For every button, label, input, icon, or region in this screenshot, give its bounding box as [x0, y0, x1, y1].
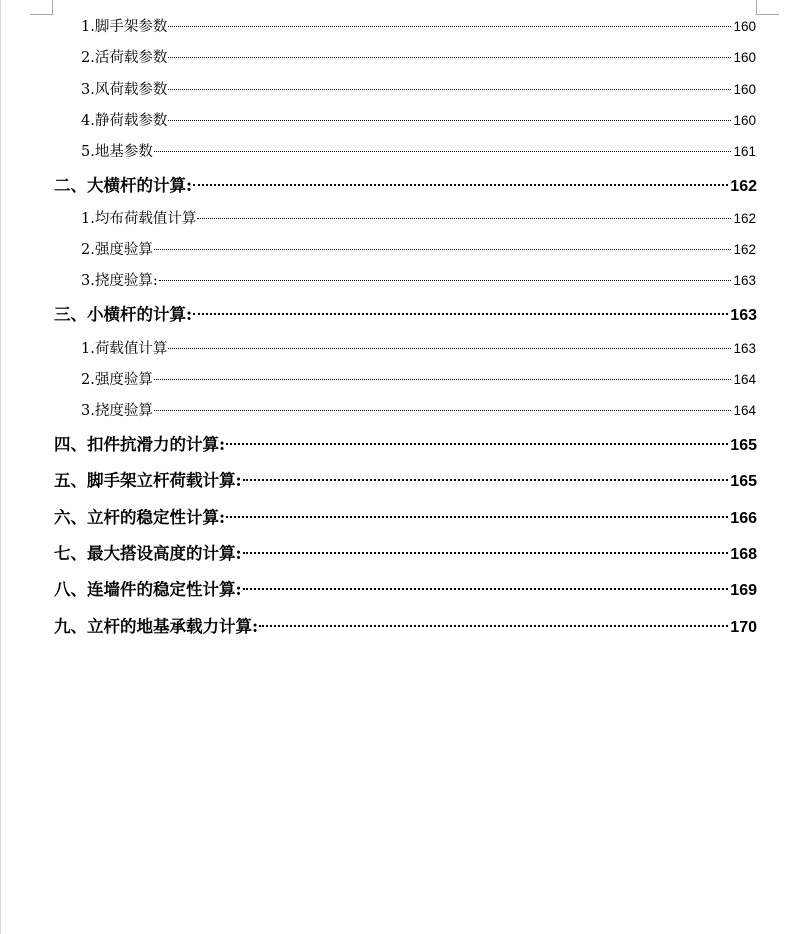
toc-page-number: 160 [733, 113, 756, 128]
toc-page-number: 161 [733, 144, 756, 159]
toc-entry-label: 1.荷载值计算 [81, 341, 168, 357]
toc-section-max-height[interactable] [54, 540, 757, 562]
toc-entry-label: 3.挠度验算 [81, 403, 153, 419]
dot-leader [243, 588, 729, 590]
dot-leader [193, 313, 728, 315]
toc-page-number: 163 [730, 307, 757, 324]
dot-leader [159, 280, 732, 281]
toc-page-number: 162 [733, 211, 756, 226]
toc-entry-label: 5.地基参数 [81, 144, 153, 160]
toc-entry-live-load-params[interactable] [81, 46, 756, 66]
toc-entry-label: 三、小横杆的计算: [54, 305, 193, 324]
dot-leader [226, 516, 728, 518]
dot-leader [168, 348, 731, 349]
crop-mark-top-right [756, 0, 779, 15]
toc-page-number: 166 [730, 510, 757, 527]
dot-leader [243, 552, 729, 554]
toc-entry-label: 2.活荷载参数 [81, 50, 168, 66]
toc-entry-deflection-check[interactable] [81, 399, 756, 419]
toc-entry-label: 四、扣件抗滑力的计算: [54, 435, 226, 454]
toc-page-number: 168 [730, 546, 757, 563]
toc-entry-deflection-check[interactable] [81, 269, 756, 289]
toc-entry-label: 2.强度验算 [81, 242, 153, 258]
dot-leader [154, 249, 732, 250]
dot-leader [193, 184, 728, 186]
toc-entry-strength-check[interactable] [81, 238, 756, 258]
toc-entry-load-value[interactable] [81, 337, 756, 357]
toc-page-number: 160 [733, 19, 756, 34]
toc-page-number: 160 [733, 50, 756, 65]
toc-entry-static-load-params[interactable] [81, 109, 756, 129]
toc-entry-label: 2.强度验算 [81, 372, 153, 388]
dot-leader [226, 443, 728, 445]
toc-entry-label: 二、大横杆的计算: [54, 176, 193, 195]
toc-section-fastener-slip[interactable] [54, 431, 757, 453]
toc-page-number: 162 [733, 242, 756, 257]
toc-section-pole-load[interactable] [54, 467, 757, 489]
page-edge [0, 0, 1, 934]
toc-entry-label: 六、立杆的稳定性计算: [54, 508, 226, 527]
toc-section-wall-tie-stability[interactable] [54, 576, 757, 598]
toc-entry-foundation-params[interactable] [81, 140, 756, 160]
toc-entry-label: 3.风荷载参数 [81, 82, 168, 98]
dot-leader [154, 410, 732, 411]
dot-leader [168, 26, 731, 27]
dot-leader [168, 57, 731, 58]
dot-leader [154, 379, 732, 380]
toc-page-number: 169 [730, 582, 757, 599]
toc-section-foundation-bearing[interactable] [54, 613, 757, 635]
toc-entry-label: 九、立杆的地基承载力计算: [54, 617, 259, 636]
toc-entry-wind-load-params[interactable] [81, 78, 756, 98]
toc-entry-uniform-load[interactable] [81, 207, 756, 227]
toc-section-large-crossbar[interactable] [54, 172, 757, 194]
dot-leader [197, 218, 731, 219]
crop-mark-top-left [30, 0, 53, 15]
toc-entry-label: 3.挠度验算: [81, 273, 158, 289]
toc-entry-label: 五、脚手架立杆荷载计算: [54, 471, 242, 490]
dot-leader [259, 625, 728, 627]
toc-page-number: 160 [733, 82, 756, 97]
toc-entry-label: 七、最大搭设高度的计算: [54, 544, 242, 563]
dot-leader [168, 89, 731, 90]
toc-section-pole-stability[interactable] [54, 504, 757, 526]
toc-entry-label: 1.均布荷载值计算 [81, 211, 197, 227]
toc-entry-label: 1.脚手架参数 [81, 19, 168, 35]
toc-page-number: 164 [733, 372, 756, 387]
toc-page-number: 162 [730, 178, 757, 195]
dot-leader [154, 151, 732, 152]
toc-entry-label: 八、连墙件的稳定性计算: [54, 580, 242, 599]
toc-page-number: 164 [733, 403, 756, 418]
toc-page-number: 163 [733, 273, 756, 288]
toc-page-number: 163 [733, 341, 756, 356]
toc-page-number: 170 [730, 619, 757, 636]
toc-entry-strength-check[interactable] [81, 368, 756, 388]
toc-page-number: 165 [730, 473, 757, 490]
toc-page-number: 165 [730, 437, 757, 454]
dot-leader [243, 479, 729, 481]
toc-entry-label: 4.静荷载参数 [81, 113, 168, 129]
toc-section-small-crossbar[interactable] [54, 301, 757, 323]
dot-leader [168, 120, 731, 121]
toc-entry-scaffold-params[interactable] [81, 15, 756, 35]
